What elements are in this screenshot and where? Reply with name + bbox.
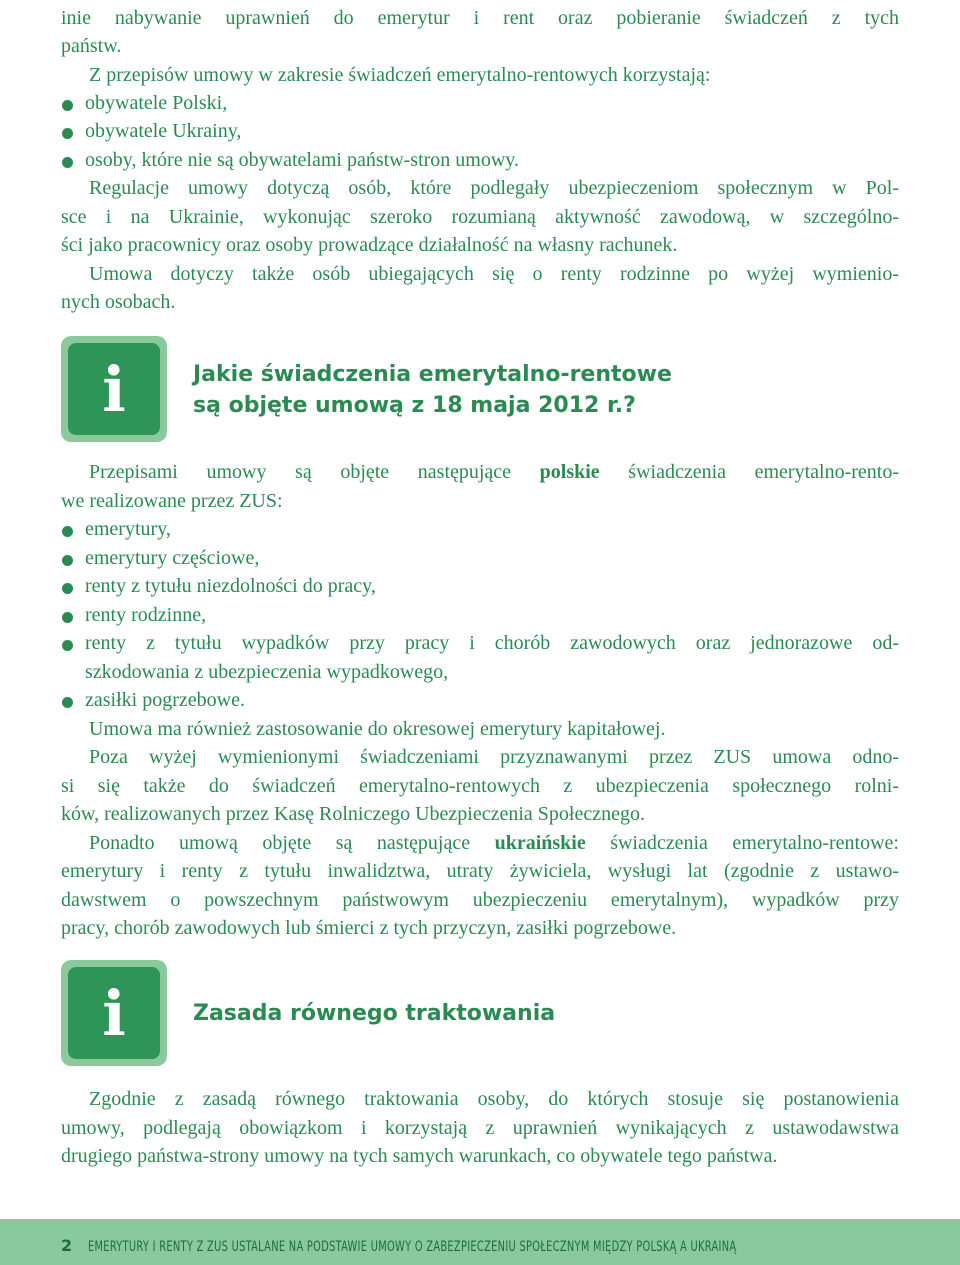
list-item: osoby, które nie są obywatelami państw-stron umowy. <box>61 146 519 174</box>
paragraph-line: dawstwem o powszechnym państwowym ubezpieczeniu emerytalnym), wypadków przy <box>61 889 899 911</box>
list-item: obywatele Ukrainy, <box>61 117 241 145</box>
paragraph-line: Zgodnie z zasadą równego traktowania osoby, do których stosuje się postanowienia <box>89 1088 899 1110</box>
paragraph-line: pracy, chorób zawodowych lub śmierci z tych przyczyn, zasiłki pogrzebowe. <box>61 917 677 939</box>
footer-title: EMERYTURY I RENTY Z ZUS USTALANE NA PODSTAWIE UMOWY O ZABEZPIECZENIU SPOŁECZNYM MIĘDZY POLSKĄ A UKRAINĄ <box>88 1239 737 1255</box>
paragraph-line: si się także do świadczeń emerytalno-rentowych z ubezpieczenia społecznego rolni- <box>61 775 899 797</box>
paragraph-line: Ponadto umową objęte są następujące ukraińskie świadczenia emerytalno-rentowe: <box>89 832 899 854</box>
paragraph-line: Przepisami umowy są objęte następujące polskie świadczenia emerytalno-rento- <box>89 461 899 483</box>
intro-line: inie nabywanie uprawnień do emerytur i rent oraz pobieranie świadczeń z tych <box>61 7 899 29</box>
paragraph-line: drugiego państwa-strony umowy na tych samych warunkach, co obywatele tego państwa. <box>61 1145 778 1167</box>
intro-line: państw. <box>61 35 122 57</box>
list-item: emerytury częściowe, <box>61 544 259 572</box>
list-item: renty z tytułu wypadków przy pracy i chorób zawodowych oraz jednorazowe od- <box>61 629 899 657</box>
paragraph-line: nych osobach. <box>61 291 176 313</box>
intro-line: Z przepisów umowy w zakresie świadczeń emerytalno-rentowych korzystają: <box>89 64 711 86</box>
paragraph-line: ków, realizowanych przez Kasę Rolniczego Ubezpieczenia Społecznego. <box>61 803 645 825</box>
section-heading: Jakie świadczenia emerytalno-rentowe są objęte umową z 18 maja 2012 r.? <box>193 362 672 418</box>
paragraph-line: ści jako pracownicy oraz osoby prowadzące działalność na własny rachunek. <box>61 234 678 256</box>
info-icon: i <box>61 960 167 1066</box>
list-item-continuation: szkodowania z ubezpieczenia wypadkowego, <box>85 661 449 683</box>
list-item: zasiłki pogrzebowe. <box>61 686 245 714</box>
section-heading: Zasada równego traktowania <box>193 1001 556 1026</box>
list-item: renty rodzinne, <box>61 601 206 629</box>
paragraph-line: Umowa ma również zastosowanie do okresowej emerytury kapitałowej. <box>89 718 666 740</box>
paragraph-line: Poza wyżej wymienionymi świadczeniami przyznawanymi przez ZUS umowa odno- <box>89 746 899 768</box>
paragraph-line: umowy, podlegają obowiązkom i korzystają z uprawnień wynikających z ustawodawstwa <box>61 1117 899 1139</box>
info-icon: i <box>61 336 167 442</box>
paragraph-line: Regulacje umowy dotyczą osób, które podlegały ubezpieczeniom społecznym w Pol- <box>89 177 899 199</box>
paragraph-line: Umowa dotyczy także osób ubiegających się o renty rodzinne po wyżej wymienio- <box>89 263 899 285</box>
list-item: renty z tytułu niezdolności do pracy, <box>61 572 376 600</box>
paragraph-line: we realizowane przez ZUS: <box>61 490 283 512</box>
list-item: emerytury, <box>61 515 171 543</box>
page-number: 2 <box>61 1236 73 1255</box>
paragraph-line: sce i na Ukrainie, wykonując szeroko rozumianą aktywność zawodową, w szczególno- <box>61 206 899 228</box>
list-item: obywatele Polski, <box>61 89 227 117</box>
paragraph-line: emerytury i renty z tytułu inwalidztwa, utraty żywiciela, wysługi lat (zgodnie z ustawo- <box>61 860 899 882</box>
